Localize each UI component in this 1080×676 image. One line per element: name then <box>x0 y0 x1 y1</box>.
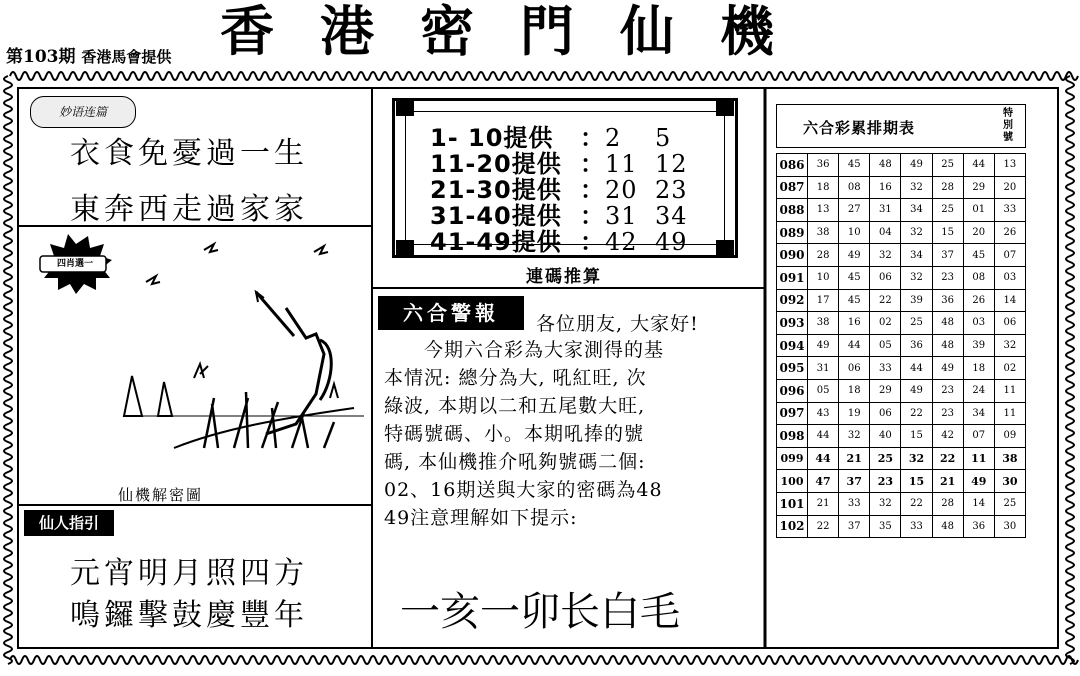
number-cell: 29 <box>963 176 994 199</box>
special-number-label: 特別號 <box>1003 108 1013 143</box>
number-cell: 49 <box>901 154 932 177</box>
number-cell: 16 <box>870 176 901 199</box>
corner-icon <box>396 240 414 256</box>
period-cell: 098 <box>777 425 808 448</box>
number-cell: 22 <box>901 492 932 515</box>
table-row <box>777 425 1026 448</box>
period-cell: 102 <box>777 515 808 538</box>
period-cell: 095 <box>777 357 808 380</box>
warning-line: 02、16期送與大家的密碼為48 <box>384 479 663 501</box>
number-cell: 21 <box>839 447 870 470</box>
number-cell: 25 <box>932 199 963 222</box>
number-cell: 32 <box>870 244 901 267</box>
verse-line-4: 鳴鑼擊鼓慶豐年 <box>70 598 308 633</box>
number-cell: 44 <box>901 357 932 380</box>
special-number-cell: 30 <box>994 470 1025 493</box>
number-cell: 14 <box>963 492 994 515</box>
number-cell: 32 <box>839 425 870 448</box>
table-row <box>777 154 1026 177</box>
issue-number: 第103期 <box>6 47 76 67</box>
supply-row: 11-20提供 ：11 12 <box>430 150 688 178</box>
number-cell: 45 <box>839 289 870 312</box>
results-table-panel <box>770 98 1030 638</box>
table-row <box>777 515 1026 538</box>
number-cell: 48 <box>932 515 963 538</box>
number-cell: 18 <box>963 357 994 380</box>
number-cell: 23 <box>932 266 963 289</box>
number-cell: 24 <box>963 379 994 402</box>
table-row <box>777 176 1026 199</box>
number-cell: 31 <box>808 357 839 380</box>
period-cell: 101 <box>777 492 808 515</box>
number-cell: 27 <box>839 199 870 222</box>
special-number-cell: 20 <box>994 176 1025 199</box>
number-cell: 45 <box>839 154 870 177</box>
number-cell: 49 <box>839 244 870 267</box>
number-cell: 05 <box>870 334 901 357</box>
number-cell: 23 <box>932 379 963 402</box>
number-cell: 21 <box>932 470 963 493</box>
table-row <box>777 266 1026 289</box>
special-number-cell: 14 <box>994 289 1025 312</box>
number-cell: 37 <box>839 515 870 538</box>
verse-line-1: 衣食免憂過一生 <box>70 136 308 171</box>
number-cell: 23 <box>870 470 901 493</box>
supply-row: 31-40提供 ：31 34 <box>430 202 688 230</box>
warning-line: 本情況: 總分為大, 吼紅旺, 次 <box>384 367 647 389</box>
table-row <box>777 221 1026 244</box>
warning-badge: 六合警報 <box>378 296 524 330</box>
verse-line-2: 東奔西走過家家 <box>70 192 308 227</box>
number-cell: 47 <box>808 470 839 493</box>
number-cell: 42 <box>932 425 963 448</box>
period-cell: 099 <box>777 447 808 470</box>
number-cell: 36 <box>932 289 963 312</box>
page-title: 香港密門仙機 <box>220 0 820 63</box>
period-cell: 086 <box>777 154 808 177</box>
number-cell: 33 <box>870 357 901 380</box>
number-cell: 25 <box>932 154 963 177</box>
bird-icon <box>314 246 328 254</box>
number-cell: 49 <box>932 357 963 380</box>
table-title-box <box>776 104 1026 148</box>
corner-icon <box>716 100 734 116</box>
table-row <box>777 447 1026 470</box>
number-cell: 25 <box>901 312 932 335</box>
number-cell: 22 <box>901 402 932 425</box>
special-number-cell: 33 <box>994 199 1025 222</box>
number-cell: 23 <box>932 402 963 425</box>
number-cell: 01 <box>963 199 994 222</box>
number-cell: 40 <box>870 425 901 448</box>
table-row <box>777 402 1026 425</box>
number-cell: 44 <box>808 447 839 470</box>
number-cell: 22 <box>870 289 901 312</box>
supply-row: 21-30提供 ：20 23 <box>430 176 688 204</box>
table-row <box>777 334 1026 357</box>
table-row <box>777 244 1026 267</box>
period-cell: 097 <box>777 402 808 425</box>
slogan-tag: 妙语连篇 <box>30 96 136 128</box>
number-cell: 49 <box>808 334 839 357</box>
verse-line-3: 元宵明月照四方 <box>70 556 308 591</box>
number-cell: 08 <box>963 266 994 289</box>
number-cell: 36 <box>901 334 932 357</box>
number-cell: 06 <box>870 402 901 425</box>
number-cell: 07 <box>963 425 994 448</box>
warning-line: 今期六合彩為大家測得的基 <box>424 339 665 361</box>
period-cell: 100 <box>777 470 808 493</box>
number-cell: 49 <box>901 379 932 402</box>
number-cell: 19 <box>839 402 870 425</box>
table-row <box>777 357 1026 380</box>
guide-badge: 仙人指引 <box>24 510 114 536</box>
number-cell: 10 <box>808 266 839 289</box>
results-table <box>776 153 1026 538</box>
number-cell: 31 <box>870 199 901 222</box>
number-cell: 22 <box>932 447 963 470</box>
illustration-caption: 仙機解密圖 <box>118 486 204 504</box>
number-cell: 32 <box>901 447 932 470</box>
number-cell: 25 <box>870 447 901 470</box>
special-number-cell: 26 <box>994 221 1025 244</box>
special-number-cell: 13 <box>994 154 1025 177</box>
number-cell: 08 <box>839 176 870 199</box>
number-cell: 29 <box>870 379 901 402</box>
number-cell: 16 <box>839 312 870 335</box>
special-number-cell: 09 <box>994 425 1025 448</box>
number-cell: 35 <box>870 515 901 538</box>
warning-line: 碼, 本仙機推介吼夠號碼二個: <box>384 451 646 473</box>
rock-icon <box>124 376 172 416</box>
number-cell: 33 <box>901 515 932 538</box>
period-cell: 088 <box>777 199 808 222</box>
special-number-cell: 25 <box>994 492 1025 515</box>
supply-row: 1- 10提供 ：2 5 <box>430 124 672 152</box>
number-cell: 02 <box>870 312 901 335</box>
number-cell: 45 <box>839 266 870 289</box>
number-cell: 45 <box>963 244 994 267</box>
number-cell: 48 <box>932 334 963 357</box>
number-cell: 38 <box>808 312 839 335</box>
number-cell: 15 <box>901 470 932 493</box>
number-cell: 32 <box>870 492 901 515</box>
grass-icon <box>204 392 334 448</box>
number-cell: 21 <box>808 492 839 515</box>
special-number-cell: 11 <box>994 402 1025 425</box>
number-cell: 49 <box>963 470 994 493</box>
provider-label: 香港馬會提供 <box>81 48 172 66</box>
number-cell: 03 <box>963 312 994 335</box>
number-cell: 36 <box>808 154 839 177</box>
number-cell: 34 <box>963 402 994 425</box>
period-cell: 094 <box>777 334 808 357</box>
warning-line: 特碼號碼、小。本期吼捧的號 <box>384 423 645 445</box>
supply-row: 41-49提供 ：42 49 <box>430 228 688 256</box>
period-cell: 087 <box>777 176 808 199</box>
number-cell: 15 <box>901 425 932 448</box>
number-cell: 44 <box>808 425 839 448</box>
table-title: 六合彩累排期表 <box>803 119 916 137</box>
starburst-label: 四肖選一 <box>56 259 93 269</box>
period-cell: 093 <box>777 312 808 335</box>
number-cell: 48 <box>932 312 963 335</box>
number-cell: 37 <box>839 470 870 493</box>
number-cell: 06 <box>870 266 901 289</box>
number-cell: 18 <box>839 379 870 402</box>
riddle-hint: 一亥一卯长白毛 <box>400 589 680 635</box>
number-cell: 34 <box>901 199 932 222</box>
table-row <box>777 289 1026 312</box>
special-number-cell: 32 <box>994 334 1025 357</box>
warning-line: 49注意理解如下提示: <box>384 507 578 529</box>
number-cell: 44 <box>839 334 870 357</box>
issue-line <box>6 42 171 67</box>
number-cell: 44 <box>963 154 994 177</box>
period-cell: 091 <box>777 266 808 289</box>
special-number-cell: 07 <box>994 244 1025 267</box>
number-cell: 20 <box>963 221 994 244</box>
number-cell: 18 <box>808 176 839 199</box>
table-row <box>777 492 1026 515</box>
special-number-cell: 30 <box>994 515 1025 538</box>
table-row <box>777 470 1026 493</box>
period-cell: 096 <box>777 379 808 402</box>
number-cell: 15 <box>932 221 963 244</box>
period-cell: 092 <box>777 289 808 312</box>
number-cell: 33 <box>839 492 870 515</box>
number-cell: 28 <box>932 176 963 199</box>
special-number-cell: 03 <box>994 266 1025 289</box>
number-cell: 32 <box>901 221 932 244</box>
special-number-cell: 02 <box>994 357 1025 380</box>
number-cell: 22 <box>808 515 839 538</box>
number-cell: 11 <box>963 447 994 470</box>
corner-icon <box>716 240 734 256</box>
number-cell: 32 <box>901 176 932 199</box>
number-cell: 10 <box>839 221 870 244</box>
number-cell: 06 <box>839 357 870 380</box>
number-cell: 37 <box>932 244 963 267</box>
warning-greeting: 各位朋友, 大家好! <box>536 313 699 335</box>
bird-icon <box>204 244 218 252</box>
number-cell: 04 <box>870 221 901 244</box>
number-cell: 26 <box>963 289 994 312</box>
special-number-cell: 11 <box>994 379 1025 402</box>
number-cell: 39 <box>963 334 994 357</box>
supply-title: 連碼推算 <box>526 267 602 287</box>
period-cell: 089 <box>777 221 808 244</box>
period-cell: 090 <box>777 244 808 267</box>
corner-icon <box>396 100 414 116</box>
number-cell: 32 <box>901 266 932 289</box>
number-cell: 34 <box>901 244 932 267</box>
number-cell: 39 <box>901 289 932 312</box>
number-cell: 28 <box>808 244 839 267</box>
table-row <box>777 199 1026 222</box>
table-row <box>777 379 1026 402</box>
number-cell: 13 <box>808 199 839 222</box>
bird-icon <box>146 276 160 284</box>
table-row <box>777 312 1026 335</box>
number-cell: 17 <box>808 289 839 312</box>
number-cell: 43 <box>808 402 839 425</box>
number-cell: 28 <box>932 492 963 515</box>
warning-line: 綠波, 本期以二和五尾數大旺, <box>384 395 646 417</box>
special-number-cell: 38 <box>994 447 1025 470</box>
number-cell: 36 <box>963 515 994 538</box>
special-number-cell: 06 <box>994 312 1025 335</box>
number-cell: 05 <box>808 379 839 402</box>
number-cell: 38 <box>808 221 839 244</box>
number-cell: 48 <box>870 154 901 177</box>
